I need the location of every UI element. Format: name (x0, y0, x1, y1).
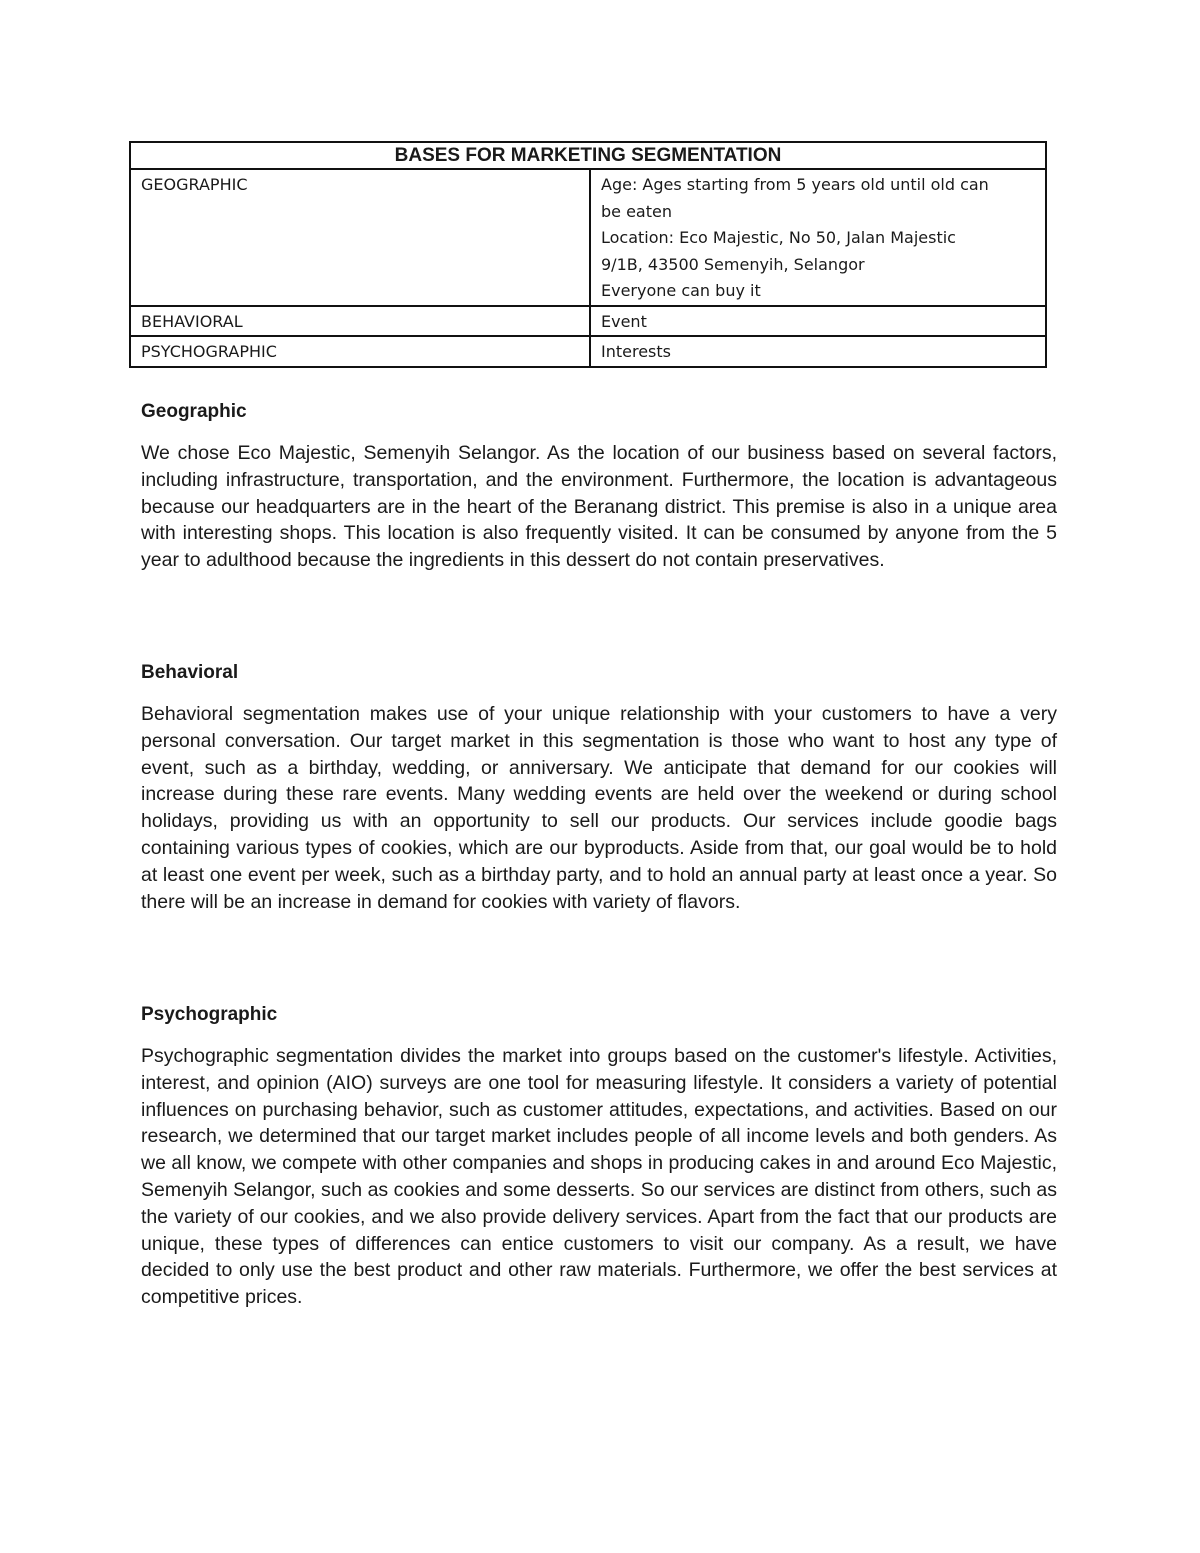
row-value (590, 336, 1046, 367)
section-heading: Psychographic (141, 1004, 278, 1025)
value-line: Interests (601, 342, 671, 361)
segmentation-table (129, 141, 1047, 368)
value-line: Location: Eco Majestic, No 50, Jalan Majestic (601, 228, 956, 247)
row-label: BEHAVIORAL (130, 306, 590, 337)
table-row-psychographic (130, 336, 1046, 367)
value-line: Everyone can buy it (601, 281, 761, 300)
value-line: 9/1B, 43500 Semenyih, Selangor (601, 254, 865, 274)
row-value (590, 306, 1046, 337)
section-heading: Geographic (141, 401, 247, 422)
value-line: Age: Ages starting from 5 years old until old can (601, 175, 989, 194)
section-body: Psychographic segmentation divides the market into groups based on the customer's lifestyle. Activities, interest, and opinion (AIO) surveys are one tool for measuring lifestyle. It considers a variety of potential influences on purchasing behavior, such as customer attitudes, expectations, and activities. Based on our research, we determined that our target market includes people of all income levels and both genders. As we all know, we compete with other companies and shops in producing cakes in and around Eco Majestic, Semenyih Selangor, such as cookies and some desserts. So our services are distinct from others, such as the variety of our cookies, and we also provide delivery services. Apart from the fact that our products are unique, these types of differences can entice customers to visit our company. As a result, we have decided to only use the best product and other raw materials. Furthermore, we offer the best services at competitive prices. (141, 1045, 1057, 1309)
table-row-geographic (130, 169, 1046, 306)
value-line: be eaten (601, 201, 672, 221)
row-label: GEOGRAPHIC (130, 169, 590, 306)
section-behavioral (141, 661, 1057, 915)
table-title: BASES FOR MARKETING SEGMENTATION (130, 142, 1046, 169)
table-header-row (130, 142, 1046, 169)
section-body: We chose Eco Majestic, Semenyih Selangor. As the location of our business based on several factors, including infrastructure, transportation, and the environment. Furthermore, the location is advantageous because our headquarters are in the heart of the Beranang district. This premise is also in a unique area with interesting shops. This location is also frequently visited. It can be consumed by anyone from the 5 year to adulthood because the ingredients in this dessert do not contain preservatives. (141, 442, 1057, 572)
row-label: PSYCHOGRAPHIC (130, 336, 590, 367)
section-heading: Behavioral (141, 662, 239, 683)
section-geographic (141, 400, 1057, 574)
row-value (590, 169, 1046, 306)
section-body: Behavioral segmentation makes use of your unique relationship with your customers to have a very personal conversation. Our target market in this segmentation is those who want to host any type of event, such as a birthday, wedding, or anniversary. We anticipate that demand for our cookies will increase during these rare events. Many wedding events are held over the weekend or during school holidays, providing us with an opportunity to sell our products. Our services include goodie bags containing various types of cookies, which are our byproducts. Aside from that, our goal would be to hold at least one event per week, such as a birthday party, and to hold an annual party at least once a year. So there will be an increase in demand for cookies with variety of flavors. (141, 703, 1057, 913)
table-row-behavioral (130, 306, 1046, 337)
section-psychographic (141, 1003, 1057, 1311)
value-line: Event (601, 311, 647, 331)
